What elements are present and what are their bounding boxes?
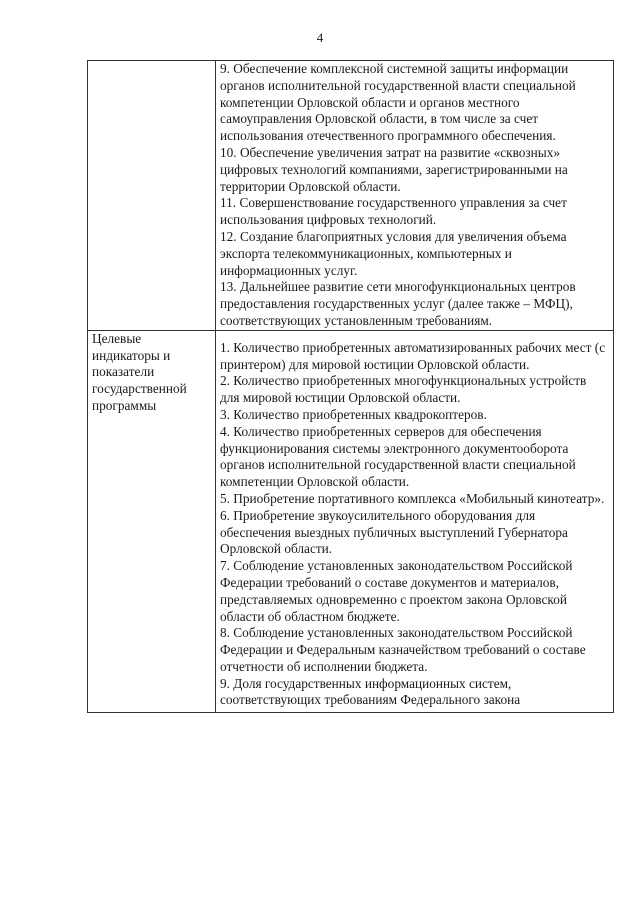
list-item: 12. Создание благоприятных условия для увеличения объема экспорта телекоммуникационных, компьютерных и информационных услуг. [220, 228, 567, 278]
list-item: 1. Количество приобретенных автоматизированных рабочих мест (с принтером) для мировой юстиции Орловской области. [220, 339, 606, 372]
table-row-goals [88, 61, 614, 331]
list-item: 6. Приобретение звукоусилительного оборудования для обеспечения выездных публичных выступлений Губернатора Орловской области. [220, 507, 568, 557]
list-item: 10. Обеспечение увеличения затрат на развитие «сквозных» цифровых технологий компаниями, зарегистрированными на территории Орловской области. [220, 144, 568, 194]
list-item: 3. Количество приобретенных квадрокоптеров. [220, 406, 487, 422]
list-item: 13. Дальнейшее развитие сети многофункциональных центров предоставления государственных услуг (далее также – МФЦ), соответствующих установленным требованиям. [220, 279, 576, 328]
list-item: 9. Обеспечение комплексной системной защиты информации органов исполнительной государственной власти специальной компетенции Орловской области и органов местного самоуправления Орловской области, в том числе за счет использования отечественного программного обеспечения. [220, 61, 576, 144]
row-content-indicators [216, 330, 614, 713]
list-item: 2. Количество приобретенных многофункциональных устройств для мировой юстиции Орловской области. [220, 373, 587, 406]
page-number: 4 [316, 30, 324, 45]
table-row-indicators [88, 330, 614, 713]
row-content-goals [216, 61, 614, 331]
program-passport-table [87, 60, 614, 713]
list-item: 7. Соблюдение установленных законодательством Российской Федерации требований о составе документов и материалов, представляемых одновременно с проектом закона Орловской области об областном бюджете. [220, 558, 573, 624]
row-label-goals [88, 61, 216, 331]
list-item: 8. Соблюдение установленных законодательством Российской Федерации и Федеральным казначейством требований о составе отчетности об исполнении бюджета. [220, 625, 586, 674]
list-item: 5. Приобретение портативного комплекса «Мобильный кинотеатр». [220, 490, 605, 506]
row-label-indicators: Целевые индикаторы и показатели государственной программы [88, 330, 216, 713]
list-item: 9. Доля государственных информационных систем, соответствующих требованиям Федерального закона [220, 675, 521, 708]
list-item: 11. Совершенствование государственного управления за счет использования цифровых технологий. [220, 195, 567, 228]
list-item: 4. Количество приобретенных серверов для обеспечения функционирования системы электронного документооборота органов исполнительной государственной власти специальной компетенции Орловской области. [220, 423, 576, 490]
